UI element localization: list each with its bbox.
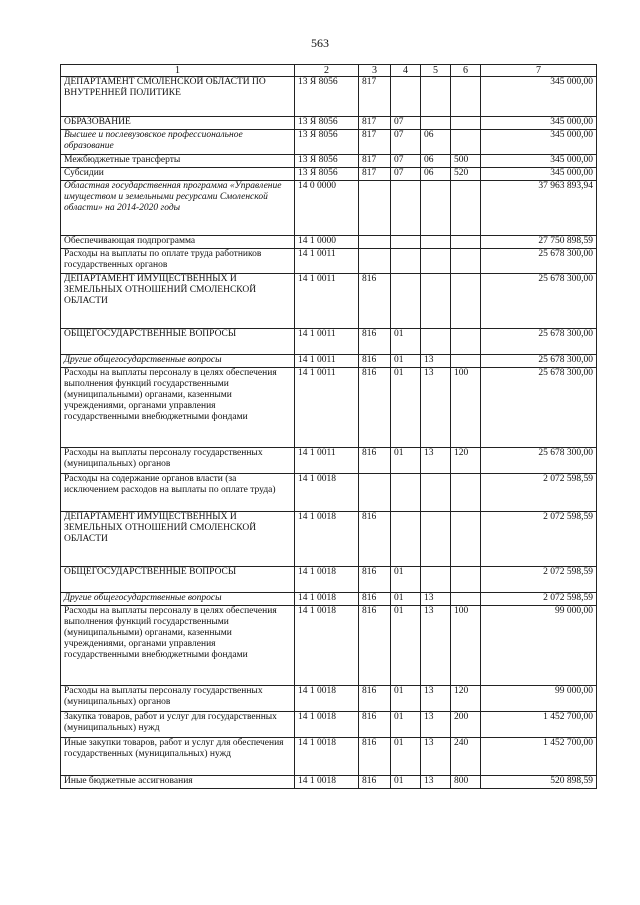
cell-subsection: 13	[421, 355, 451, 368]
cell-name: ОБЩЕГОСУДАРСТВЕННЫЕ ВОПРОСЫ	[61, 329, 295, 355]
table-row	[61, 606, 597, 686]
cell-expense-type: 500	[451, 155, 481, 168]
cell-admin-code: 816	[359, 368, 391, 448]
cell-admin-code: 816	[359, 606, 391, 686]
cell-target-article: 14 0 0000	[295, 181, 359, 236]
cell-subsection: 06	[421, 155, 451, 168]
cell-target-article: 13 Я 8056	[295, 130, 359, 155]
cell-target-article: 14 1 0018	[295, 606, 359, 686]
cell-section	[391, 474, 421, 512]
cell-amount: 25 678 300,00	[481, 249, 597, 274]
cell-expense-type	[451, 355, 481, 368]
cell-name: Расходы на выплаты персоналу государственных (муниципальных) органов	[61, 686, 295, 712]
cell-name: ОБРАЗОВАНИЕ	[61, 117, 295, 130]
cell-amount: 345 000,00	[481, 168, 597, 181]
cell-target-article: 14 1 0018	[295, 474, 359, 512]
cell-admin-code: 817	[359, 168, 391, 181]
cell-name: Иные бюджетные ассигнования	[61, 776, 295, 789]
cell-target-article: 13 Я 8056	[295, 168, 359, 181]
table-row	[61, 474, 597, 512]
cell-section	[391, 77, 421, 117]
table-row	[61, 686, 597, 712]
cell-subsection: 13	[421, 606, 451, 686]
cell-expense-type: 100	[451, 368, 481, 448]
header-col-7: 7	[481, 65, 597, 77]
cell-subsection	[421, 567, 451, 593]
cell-amount: 2 072 598,59	[481, 474, 597, 512]
cell-amount: 345 000,00	[481, 117, 597, 130]
table-row	[61, 776, 597, 789]
cell-name: ДЕПАРТАМЕНТ ИМУЩЕСТВЕННЫХ И ЗЕМЕЛЬНЫХ ОТНОШЕНИЙ СМОЛЕНСКОЙ ОБЛАСТИ	[61, 512, 295, 567]
cell-amount: 27 750 898,59	[481, 236, 597, 249]
cell-section: 07	[391, 155, 421, 168]
cell-subsection: 13	[421, 738, 451, 776]
table-row	[61, 567, 597, 593]
cell-section: 01	[391, 368, 421, 448]
cell-subsection: 13	[421, 686, 451, 712]
cell-name: Другие общегосударственные вопросы	[61, 355, 295, 368]
header-col-3: 3	[359, 65, 391, 77]
cell-subsection	[421, 274, 451, 329]
cell-name: Областная государственная программа «Управление имуществом и земельными ресурсами Смоленской области» на 2014-2020 годы	[61, 181, 295, 236]
cell-target-article: 14 1 0011	[295, 249, 359, 274]
cell-name: ОБЩЕГОСУДАРСТВЕННЫЕ ВОПРОСЫ	[61, 567, 295, 593]
cell-subsection: 13	[421, 776, 451, 789]
cell-name: Иные закупки товаров, работ и услуг для обеспечения государственных (муниципальных) нужд	[61, 738, 295, 776]
cell-expense-type	[451, 593, 481, 606]
cell-section: 01	[391, 686, 421, 712]
cell-subsection	[421, 181, 451, 236]
table-row	[61, 236, 597, 249]
cell-amount: 345 000,00	[481, 130, 597, 155]
cell-target-article: 14 1 0011	[295, 329, 359, 355]
cell-admin-code: 816	[359, 329, 391, 355]
table-row	[61, 512, 597, 567]
table-row	[61, 712, 597, 738]
cell-subsection: 13	[421, 448, 451, 474]
cell-expense-type: 120	[451, 686, 481, 712]
cell-subsection: 06	[421, 168, 451, 181]
table-row	[61, 274, 597, 329]
cell-admin-code: 817	[359, 130, 391, 155]
cell-amount: 2 072 598,59	[481, 512, 597, 567]
cell-name: Другие общегосударственные вопросы	[61, 593, 295, 606]
cell-admin-code	[359, 474, 391, 512]
cell-name: Расходы на выплаты персоналу в целях обеспечения выполнения функций государственными (муниципальными) органами, казенными учреждениями, органами управления государственными внебюджетными фондами	[61, 368, 295, 448]
budget-table	[60, 64, 597, 789]
table-row	[61, 117, 597, 130]
cell-subsection	[421, 236, 451, 249]
cell-subsection: 13	[421, 593, 451, 606]
cell-name: Расходы на содержание органов власти (за исключением расходов на выплаты по оплате труда)	[61, 474, 295, 512]
cell-expense-type: 120	[451, 448, 481, 474]
cell-amount: 99 000,00	[481, 606, 597, 686]
cell-target-article: 14 1 0018	[295, 712, 359, 738]
cell-section: 01	[391, 355, 421, 368]
cell-expense-type	[451, 130, 481, 155]
cell-subsection: 13	[421, 712, 451, 738]
cell-expense-type: 200	[451, 712, 481, 738]
cell-admin-code: 816	[359, 686, 391, 712]
table-row	[61, 368, 597, 448]
cell-expense-type	[451, 249, 481, 274]
cell-section: 01	[391, 712, 421, 738]
table-row	[61, 168, 597, 181]
cell-admin-code: 816	[359, 776, 391, 789]
cell-name: Межбюджетные трансферты	[61, 155, 295, 168]
cell-subsection	[421, 117, 451, 130]
cell-section	[391, 249, 421, 274]
cell-subsection	[421, 512, 451, 567]
cell-admin-code: 816	[359, 712, 391, 738]
cell-amount: 25 678 300,00	[481, 274, 597, 329]
cell-amount: 99 000,00	[481, 686, 597, 712]
cell-expense-type	[451, 567, 481, 593]
cell-name: Расходы на выплаты персоналу государственных (муниципальных) органов	[61, 448, 295, 474]
cell-amount: 25 678 300,00	[481, 329, 597, 355]
cell-amount: 37 963 893,94	[481, 181, 597, 236]
cell-expense-type: 800	[451, 776, 481, 789]
table-row	[61, 77, 597, 117]
cell-target-article: 13 Я 8056	[295, 155, 359, 168]
cell-amount: 1 452 700,00	[481, 738, 597, 776]
cell-amount: 345 000,00	[481, 77, 597, 117]
cell-name: ДЕПАРТАМЕНТ ИМУЩЕСТВЕННЫХ И ЗЕМЕЛЬНЫХ ОТНОШЕНИЙ СМОЛЕНСКОЙ ОБЛАСТИ	[61, 274, 295, 329]
cell-expense-type	[451, 236, 481, 249]
header-col-1: 1	[61, 65, 295, 77]
cell-expense-type	[451, 474, 481, 512]
cell-expense-type	[451, 274, 481, 329]
cell-expense-type: 520	[451, 168, 481, 181]
cell-admin-code: 817	[359, 155, 391, 168]
header-col-2: 2	[295, 65, 359, 77]
cell-admin-code: 816	[359, 567, 391, 593]
table-row	[61, 448, 597, 474]
cell-subsection: 13	[421, 368, 451, 448]
cell-section: 01	[391, 738, 421, 776]
cell-expense-type	[451, 181, 481, 236]
cell-section: 07	[391, 130, 421, 155]
cell-target-article: 14 1 0000	[295, 236, 359, 249]
cell-target-article: 14 1 0018	[295, 593, 359, 606]
cell-name: ДЕПАРТАМЕНТ СМОЛЕНСКОЙ ОБЛАСТИ ПО ВНУТРЕННЕЙ ПОЛИТИКЕ	[61, 77, 295, 117]
cell-name: Закупка товаров, работ и услуг для государственных (муниципальных) нужд	[61, 712, 295, 738]
cell-expense-type	[451, 117, 481, 130]
cell-target-article: 14 1 0018	[295, 567, 359, 593]
cell-name: Субсидии	[61, 168, 295, 181]
cell-section: 07	[391, 168, 421, 181]
cell-subsection	[421, 329, 451, 355]
header-col-4: 4	[391, 65, 421, 77]
cell-amount: 1 452 700,00	[481, 712, 597, 738]
cell-name: Расходы на выплаты по оплате труда работников государственных органов	[61, 249, 295, 274]
cell-expense-type: 240	[451, 738, 481, 776]
cell-admin-code: 816	[359, 512, 391, 567]
cell-section: 01	[391, 448, 421, 474]
cell-target-article: 13 Я 8056	[295, 117, 359, 130]
cell-admin-code	[359, 249, 391, 274]
header-col-6: 6	[451, 65, 481, 77]
table-row	[61, 329, 597, 355]
table-row	[61, 738, 597, 776]
cell-expense-type	[451, 512, 481, 567]
cell-target-article: 14 1 0018	[295, 776, 359, 789]
cell-admin-code	[359, 236, 391, 249]
table-row	[61, 355, 597, 368]
cell-section	[391, 512, 421, 567]
cell-admin-code: 816	[359, 355, 391, 368]
cell-section: 01	[391, 593, 421, 606]
cell-target-article: 14 1 0011	[295, 355, 359, 368]
cell-expense-type	[451, 77, 481, 117]
table-row	[61, 130, 597, 155]
cell-section	[391, 274, 421, 329]
cell-admin-code: 817	[359, 117, 391, 130]
cell-target-article: 14 1 0018	[295, 512, 359, 567]
cell-name: Обеспечивающая подпрограмма	[61, 236, 295, 249]
table-row	[61, 181, 597, 236]
cell-admin-code: 816	[359, 593, 391, 606]
cell-target-article: 13 Я 8056	[295, 77, 359, 117]
table-body	[61, 77, 597, 789]
cell-name: Расходы на выплаты персоналу в целях обеспечения выполнения функций государственными (муниципальными) органами, казенными учреждениями, органами управления государственными внебюджетными фондами	[61, 606, 295, 686]
cell-section: 01	[391, 567, 421, 593]
cell-subsection	[421, 474, 451, 512]
table-row	[61, 593, 597, 606]
table-row	[61, 155, 597, 168]
cell-target-article: 14 1 0011	[295, 274, 359, 329]
cell-section: 01	[391, 606, 421, 686]
cell-target-article: 14 1 0011	[295, 448, 359, 474]
cell-target-article: 14 1 0018	[295, 686, 359, 712]
cell-amount: 25 678 300,00	[481, 368, 597, 448]
cell-target-article: 14 1 0011	[295, 368, 359, 448]
cell-amount: 2 072 598,59	[481, 593, 597, 606]
cell-section: 07	[391, 117, 421, 130]
cell-admin-code: 817	[359, 77, 391, 117]
cell-subsection	[421, 77, 451, 117]
cell-admin-code	[359, 181, 391, 236]
cell-admin-code: 816	[359, 738, 391, 776]
cell-section: 01	[391, 329, 421, 355]
cell-subsection: 06	[421, 130, 451, 155]
cell-section: 01	[391, 776, 421, 789]
cell-amount: 25 678 300,00	[481, 355, 597, 368]
table-header-row	[61, 65, 597, 77]
cell-name: Высшее и послевузовское профессиональное образование	[61, 130, 295, 155]
page-number: 563	[311, 36, 329, 50]
table-row	[61, 249, 597, 274]
header-col-5: 5	[421, 65, 451, 77]
cell-expense-type	[451, 329, 481, 355]
cell-admin-code: 816	[359, 274, 391, 329]
cell-amount: 520 898,59	[481, 776, 597, 789]
cell-amount: 345 000,00	[481, 155, 597, 168]
cell-admin-code: 816	[359, 448, 391, 474]
cell-section	[391, 236, 421, 249]
cell-amount: 2 072 598,59	[481, 567, 597, 593]
cell-section	[391, 181, 421, 236]
cell-expense-type: 100	[451, 606, 481, 686]
cell-target-article: 14 1 0018	[295, 738, 359, 776]
cell-subsection	[421, 249, 451, 274]
cell-amount: 25 678 300,00	[481, 448, 597, 474]
